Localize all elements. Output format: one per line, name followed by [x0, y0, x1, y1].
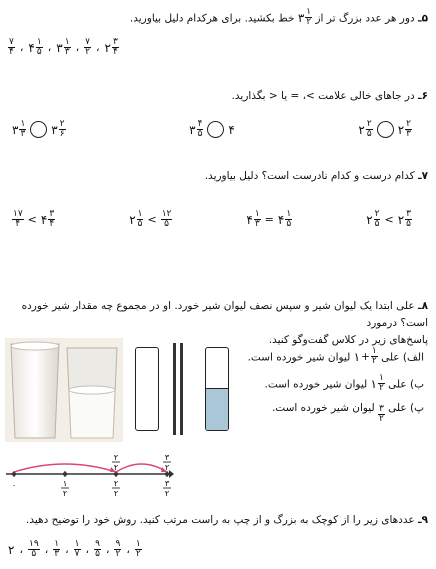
q8-answer-option [264, 374, 424, 393]
numerator: ۱ [379, 373, 384, 383]
numerator: ۴ [197, 119, 203, 129]
denominator: ۵ [197, 129, 203, 139]
denominator: ۳ [406, 129, 411, 139]
denominator: ۳ [20, 129, 26, 139]
q6-left-number [189, 120, 203, 139]
separator-comma: ، [75, 41, 80, 54]
denominator: ۲ [135, 549, 141, 559]
whole-part: ۴ [28, 40, 35, 55]
numerator: ۱ [64, 37, 70, 47]
denominator: ۳ [54, 549, 60, 559]
q5-item [8, 38, 15, 57]
whole-part: ۱ [370, 376, 377, 391]
q9-text: عددهای زیر را از کوچک به بزرگ و از چپ به راست مرتب کنید. روش خود را توضیح دهید. [26, 514, 415, 526]
q6-comparisons [12, 120, 412, 139]
answer-circle[interactable] [377, 121, 394, 138]
q6-prompt [8, 90, 428, 102]
q5-prompt [8, 8, 428, 27]
q5-ref-number: ۳ $\frac{۱}{۲}$ [297, 7, 312, 27]
whole-part: ۳ [189, 122, 196, 137]
q6-pair [189, 120, 235, 139]
numerator: ۱ [137, 209, 143, 219]
q6-right-number [228, 123, 234, 137]
q7-right-number [161, 210, 173, 229]
denominator: ۵ [137, 219, 143, 229]
q9-item [53, 540, 60, 559]
numerator: ۱ [54, 539, 60, 549]
q6-pair [12, 120, 66, 139]
denominator: ۵ [164, 219, 169, 229]
denominator: ۲ [115, 549, 121, 559]
top-label-denominator: ۲ [164, 463, 170, 472]
fraction [12, 210, 24, 229]
q7-statement [246, 210, 292, 229]
fraction [161, 210, 173, 229]
denominator: ۴ [112, 47, 118, 57]
milk-glasses-image [5, 338, 123, 442]
q7-prompt [8, 170, 428, 182]
tick-dot [63, 472, 67, 476]
numerator: ۲ [406, 119, 411, 129]
tick-label: ۰ [11, 481, 17, 490]
q8-number: ۸ـ [417, 300, 428, 312]
fraction [378, 374, 385, 393]
fraction [374, 210, 381, 229]
q6-left-number [358, 120, 372, 139]
denominator: ۲ [85, 47, 90, 57]
whole-part: ۲ [366, 212, 373, 227]
answer-number [371, 374, 385, 393]
numerator: ۱۲ [161, 209, 172, 219]
tick-dot [165, 472, 169, 476]
top-label-numerator: ۳ [164, 453, 170, 462]
answer-suffix: لیوان شیر خورده است. [264, 378, 371, 391]
whole-part: ۳ [51, 122, 58, 137]
q9-item [94, 540, 101, 559]
half-full-glass-bar [205, 347, 229, 431]
comparison-operator: < [27, 213, 37, 226]
denominator: ۲ [379, 383, 384, 393]
separator-comma: ، [105, 543, 110, 556]
numerator: ۱ [20, 119, 26, 129]
answer-circle[interactable] [207, 121, 224, 138]
q9-number: ۹ـ [417, 514, 428, 526]
q7-left-number [246, 210, 260, 229]
whole-part: ۳ [56, 40, 63, 55]
tick-label-denominator: ۲ [113, 489, 119, 498]
fraction [74, 540, 81, 559]
separator-comma: ، [65, 543, 69, 556]
q9-number-list [8, 540, 142, 559]
q5-item [105, 38, 119, 57]
whole-part: ۲ [397, 212, 405, 227]
denominator: ۵ [286, 219, 292, 229]
whole-part: ۴ [40, 212, 48, 227]
numerator: ۳ [112, 37, 118, 47]
fraction [405, 120, 412, 139]
whole-part: ۲ [358, 122, 365, 137]
fraction [197, 120, 204, 139]
denominator: ۲ [371, 356, 377, 366]
q5-item [56, 38, 70, 57]
fraction [114, 540, 121, 559]
answer-prefix: پ) علی [384, 402, 424, 414]
q5-text-a: دور هر عدد بزرگ تر از [315, 12, 415, 25]
q7-right-number [41, 210, 55, 229]
fraction [405, 210, 412, 229]
answer-circle[interactable] [30, 121, 47, 138]
tick-label-denominator: ۲ [164, 489, 170, 498]
fraction [28, 540, 40, 559]
q7-statement [129, 210, 172, 229]
whole-part: ۴ [228, 122, 235, 137]
denominator: ۵ [374, 219, 380, 229]
tick-dot [12, 472, 16, 476]
tick-dot [114, 472, 118, 476]
axis-arrowhead [169, 470, 174, 478]
q7-left-number [129, 210, 143, 229]
denominator: ۵ [366, 129, 372, 139]
denominator: ۵ [31, 549, 37, 559]
q7-right-number [278, 210, 292, 229]
q8-answer-option [248, 347, 424, 366]
numerator: ۱ [74, 539, 80, 549]
q6-text: در جاهای خالی علامت >، = یا < بگذارید. [231, 90, 415, 102]
q8-line1: علی ابتدا یک لیوان شیر و سپس نصف لیوان شیر خورد. او در مجموع چه مقدار شیر خورده است؟ درمورد [21, 300, 428, 329]
tick-label-numerator: ۱ [62, 479, 68, 488]
fraction [366, 120, 373, 139]
fraction [84, 38, 91, 57]
tick-label-denominator: ۲ [62, 489, 68, 498]
fraction [112, 38, 119, 57]
jump-arrow [113, 463, 170, 472]
q5-text-b: خط بکشید. برای هرکدام دلیل بیاورید. [129, 12, 295, 25]
separator-comma: ، [47, 41, 52, 54]
q5-number: ۵ـ [417, 12, 428, 25]
fraction [94, 540, 101, 559]
answer-prefix: الف) علی [377, 351, 424, 364]
denominator: ۴ [9, 47, 14, 57]
answer-expression [354, 347, 378, 366]
whole-part: ۴ [277, 212, 285, 227]
answer-suffix: لیوان شیر خورده است. [247, 351, 354, 364]
numerator: ۱ [371, 346, 377, 356]
q5-number-list [8, 38, 119, 57]
separator-comma: ، [126, 543, 130, 556]
q7-text: کدام درست و کدام نادرست است؟ دلیل بیاورید. [204, 170, 415, 182]
q6-left-number [12, 120, 26, 139]
numerator: ۳ [49, 209, 55, 219]
numerator: ۲ [366, 119, 372, 129]
denominator: ۵ [95, 549, 100, 559]
numerator: ۷ [85, 37, 90, 47]
q9-item [74, 540, 81, 559]
comparison-operator: < [384, 213, 394, 226]
number-line [4, 452, 174, 514]
fraction [36, 38, 43, 57]
q6-number: ۶ـ [417, 90, 428, 102]
fraction [285, 210, 292, 229]
fraction [53, 540, 60, 559]
numerator: ۱۹ [29, 539, 39, 549]
empty-glass-bar [135, 347, 159, 431]
q5-item [84, 38, 91, 57]
q7-statement [366, 210, 412, 229]
denominator: ۷ [74, 549, 80, 559]
whole-part: ۲ [397, 122, 405, 137]
denominator: ۵ [36, 47, 42, 57]
separator-comma: ، [85, 543, 90, 556]
answer-number [378, 405, 385, 424]
fraction [64, 38, 71, 57]
q6-pair [358, 120, 412, 139]
comparison-operator: = [264, 213, 274, 226]
fraction [254, 210, 261, 229]
separator-comma: ، [19, 543, 24, 556]
plus-sign: + [361, 350, 370, 363]
top-label-numerator: ۲ [113, 453, 119, 462]
separator-comma: ، [19, 41, 24, 54]
denominator: ۴ [49, 219, 55, 229]
q7-statements [12, 210, 412, 229]
answer-fraction [371, 347, 378, 366]
numerator: ۳ [406, 209, 411, 219]
q9-item [8, 543, 14, 557]
jump-arrow [14, 463, 119, 472]
numerator: ۱ [254, 209, 260, 219]
q6-right-number [398, 120, 412, 139]
whole-part: ۲ [104, 40, 111, 55]
q8-answer-option [272, 402, 424, 424]
whole-part: ۳ [12, 122, 19, 137]
bar-divider [180, 343, 183, 435]
numerator: ۳ [379, 404, 384, 414]
fraction [371, 347, 378, 366]
denominator: ۵ [406, 219, 411, 229]
numerator: ۱ [36, 37, 42, 47]
denominator: ۶ [59, 129, 65, 139]
fraction [378, 405, 385, 424]
numerator: ۹ [115, 539, 121, 549]
fraction [8, 38, 15, 57]
q5-item [28, 38, 42, 57]
q7-right-number [398, 210, 412, 229]
numerator: ۱ [135, 539, 141, 549]
q8-line2: پاسخ‌های زیر در کلاس گفت‌وگو کنید. [268, 333, 428, 346]
numerator: ۱۷ [13, 209, 23, 219]
whole-part: ۲ [8, 542, 15, 557]
numerator: ۱ [286, 209, 292, 219]
denominator: ۴ [15, 219, 21, 229]
fraction [137, 210, 144, 229]
answer-prefix: ب) علی [384, 378, 424, 391]
separator-comma: ، [44, 543, 49, 556]
milk-fill [206, 388, 228, 430]
numerator: ۹ [95, 539, 100, 549]
q9-item [135, 540, 142, 559]
answer-suffix: لیوان شیر خورده است. [271, 402, 378, 414]
tick-label-numerator: ۳ [164, 479, 170, 488]
q7-left-number [366, 210, 380, 229]
numerator: ۲ [374, 209, 380, 219]
comparison-operator: < [147, 213, 157, 226]
q7-number: ۷ـ [417, 170, 428, 182]
whole-part: ۲ [129, 212, 136, 227]
q7-left-number [12, 210, 24, 229]
denominator: ۲ [379, 414, 384, 424]
separator-comma: ، [95, 41, 100, 54]
whole-part: ۴ [246, 212, 253, 227]
numerator: ۲ [59, 119, 65, 129]
fraction [135, 540, 142, 559]
fraction [48, 210, 55, 229]
q7-statement [12, 210, 55, 229]
q9-item [114, 540, 121, 559]
numerator: ۷ [9, 37, 14, 47]
denominator: ۳ [254, 219, 260, 229]
q6-right-number [51, 120, 65, 139]
top-label-denominator: ۲ [113, 463, 119, 472]
fraction [59, 120, 66, 139]
fraction [19, 120, 26, 139]
denominator: ۳ [64, 47, 70, 57]
whole-part: ۱ [353, 349, 361, 364]
q9-prompt [8, 514, 428, 526]
q9-item [28, 540, 40, 559]
tick-label-numerator: ۲ [113, 479, 119, 488]
bar-divider [173, 343, 176, 435]
